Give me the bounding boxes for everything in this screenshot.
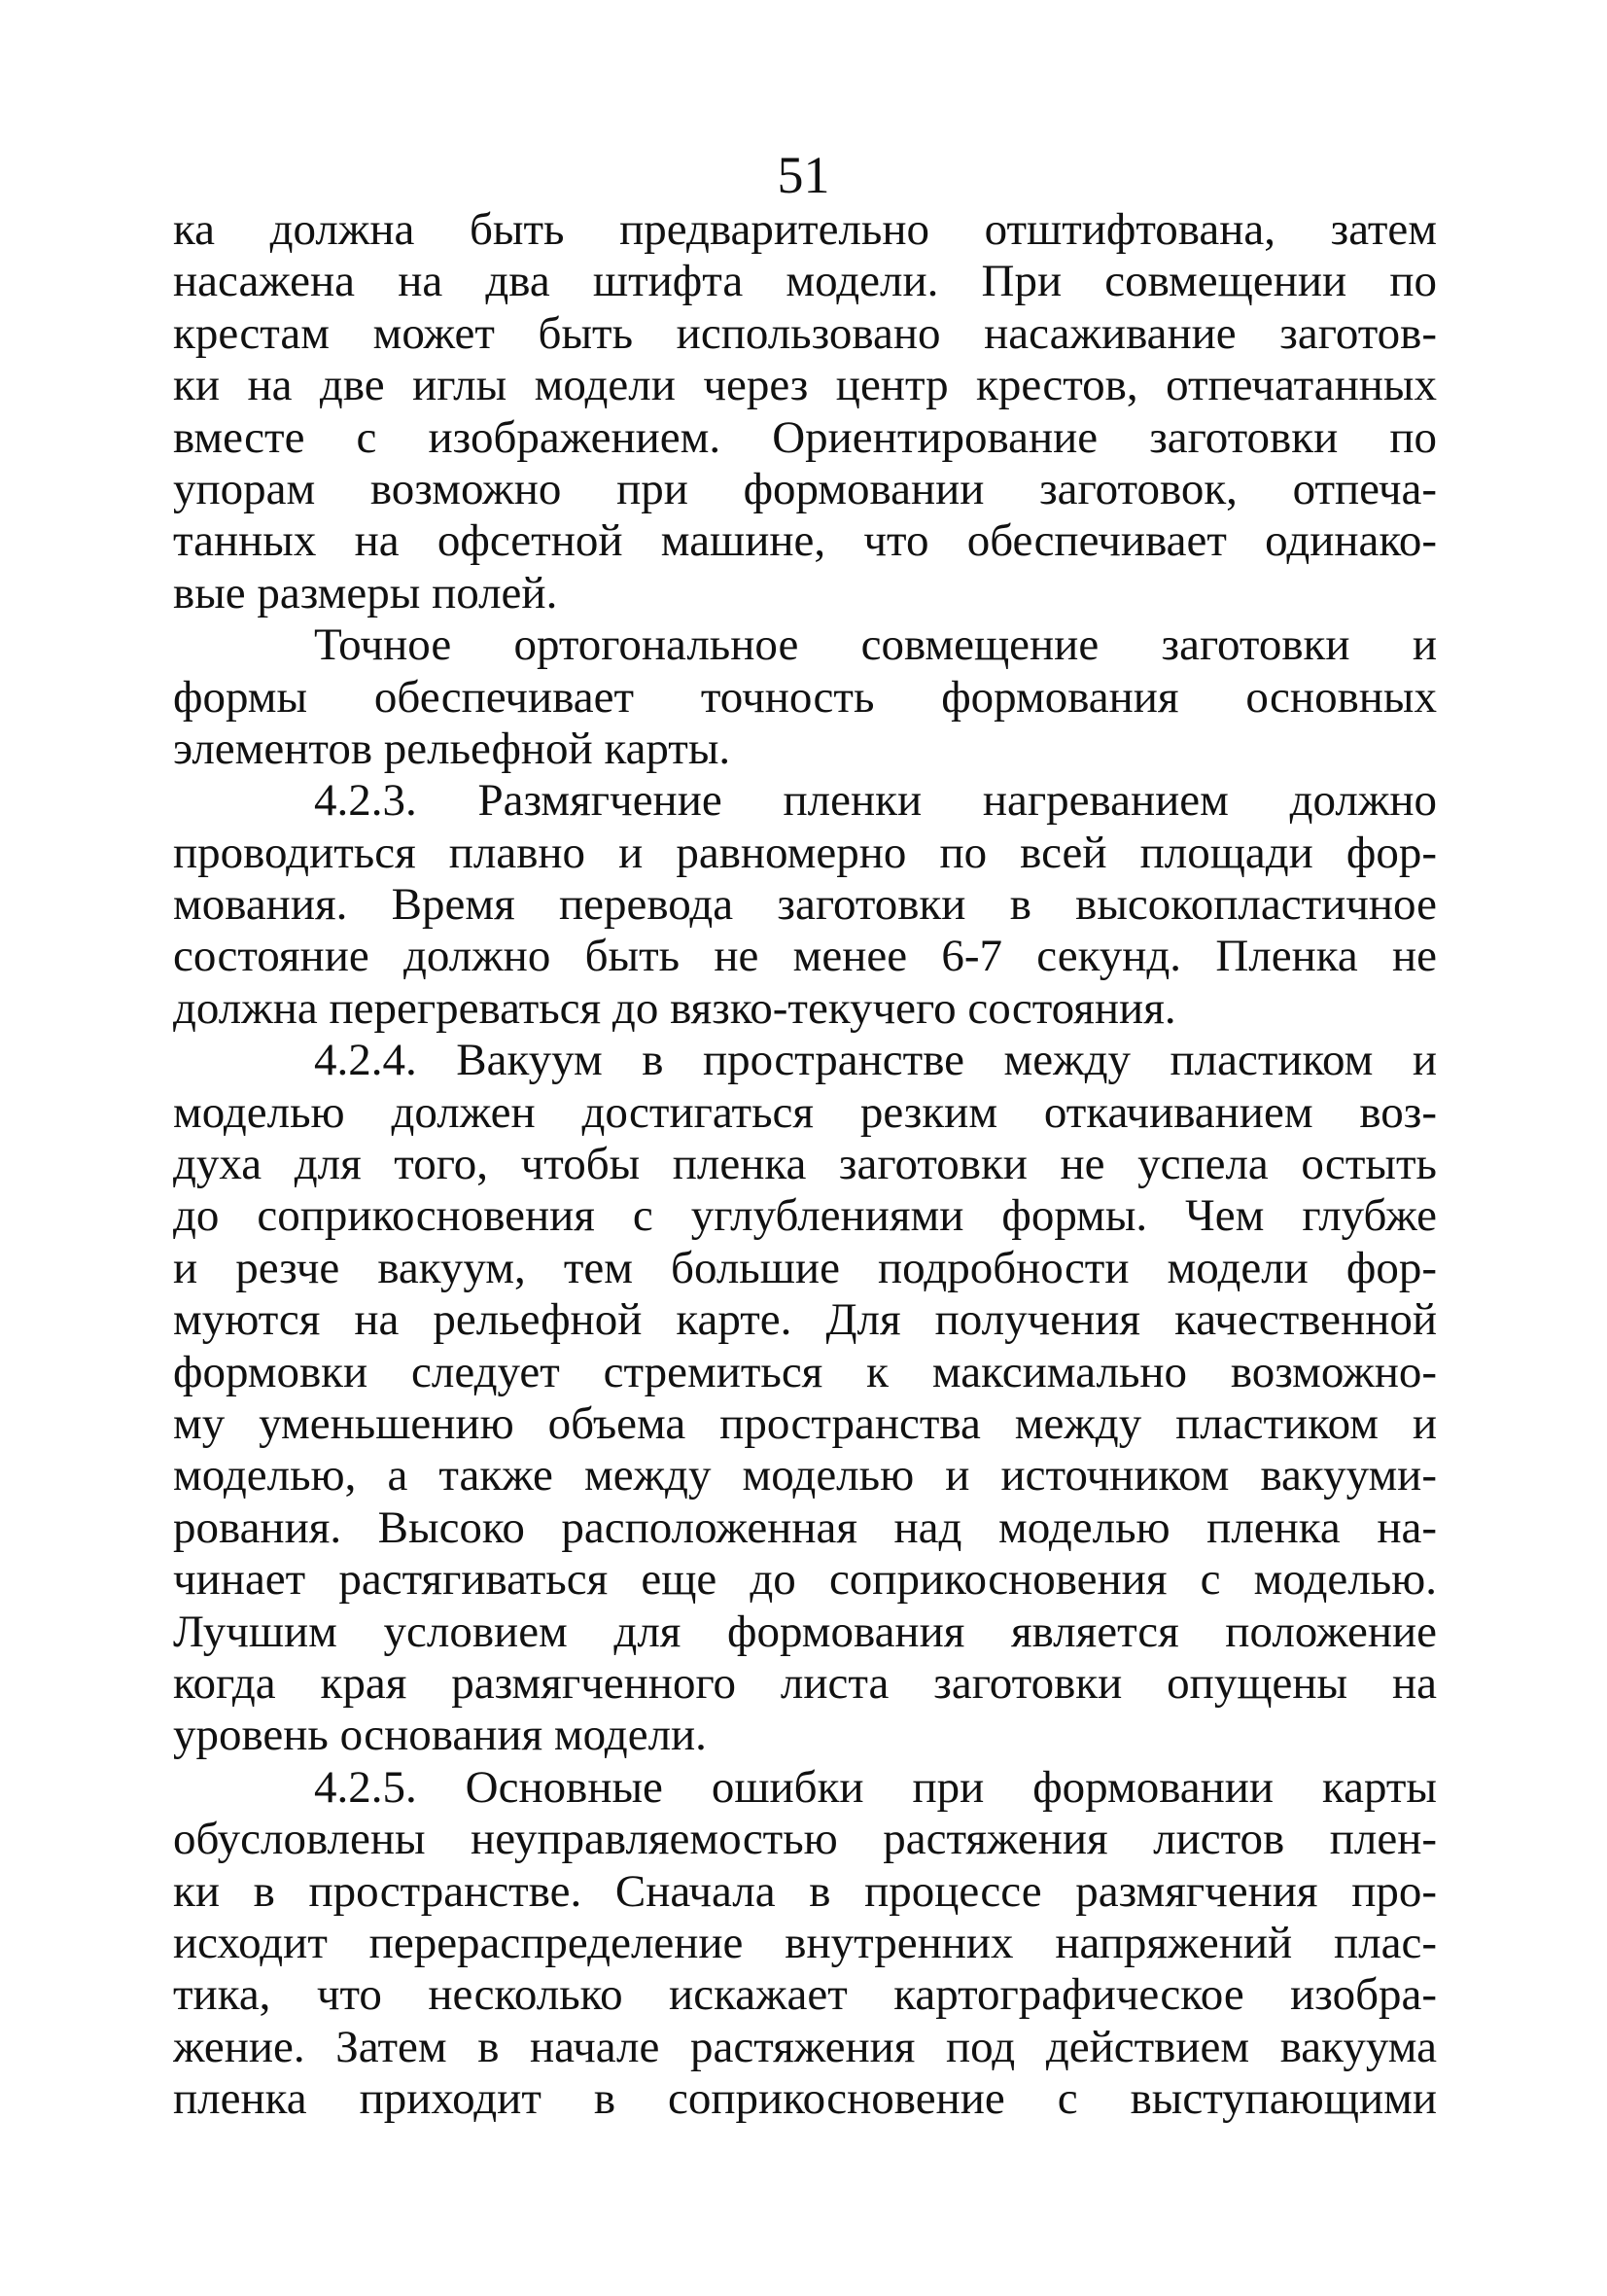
body-text <box>173 204 1437 2125</box>
paragraph-start-line: Точное ортогональное совмещение заготовки и <box>314 619 1437 671</box>
text-line: жение. Затем в начале растяжения под действием вакуума <box>173 2021 1437 2072</box>
text-line: до соприкосновения с углублениями формы. Чем глубже <box>173 1190 1437 1242</box>
text-line: когда края размягченного листа заготовки опущены на <box>173 1657 1437 1709</box>
text-line: упорам возможно при формовании заготовок, отпеча- <box>173 463 1437 514</box>
text-line: ки в пространстве. Сначала в процессе размягчения про- <box>173 1865 1437 1917</box>
text-line: мования. Время перевода заготовки в высокопластичное <box>173 879 1437 931</box>
text-line: и резче вакуум, тем большие подробности модели фор- <box>173 1242 1437 1293</box>
text-line: исходит перераспределение внутренних напряжений плас- <box>173 1917 1437 1968</box>
text-line: ка должна быть предварительно отштифтована, затем <box>173 204 1437 255</box>
text-line: состояние должно быть не менее 6-7 секунд. Пленка не <box>173 931 1437 982</box>
text-line: формовки следует стремиться к максимально возможно- <box>173 1346 1437 1397</box>
text-line: духа для того, чтобы пленка заготовки не успела остыть <box>173 1139 1437 1190</box>
text-line: муются на рельефной карте. Для получения качественной <box>173 1294 1437 1346</box>
text-line: рования. Высоко расположенная над моделью пленка на- <box>173 1501 1437 1553</box>
section-4-2-5-start-line: 4.2.5. Основные ошибки при формовании карты <box>314 1761 1437 1813</box>
text-line: Лучшим условием для формования является положение <box>173 1606 1437 1657</box>
text-line: проводиться плавно и равномерно по всей площади фор- <box>173 827 1437 878</box>
text-line: чинает растягиваться еще до соприкосновения с моделью. <box>173 1554 1437 1606</box>
section-4-2-3-start-line: 4.2.3. Размягчение пленки нагреванием должно <box>314 775 1437 827</box>
text-line: уровень основания модели. <box>173 1710 707 1761</box>
text-line: крестам может быть использовано насаживание заготов- <box>173 307 1437 359</box>
text-line: тика, что несколько искажает картографическое изобра- <box>173 1969 1437 2021</box>
text-line: пленка приходит в соприкосновение с выступающими <box>173 2073 1437 2125</box>
text-line: формы обеспечивает точность формования основных <box>173 671 1437 723</box>
text-line: ки на две иглы модели через центр крестов, отпечатанных <box>173 360 1437 411</box>
text-line: обусловлены неуправляемостью растяжения листов плен- <box>173 1814 1437 1865</box>
text-line: элементов рельефной карты. <box>173 723 731 774</box>
text-line: моделью должен достигаться резким откачиванием воз- <box>173 1086 1437 1138</box>
text-line: вые размеры полей. <box>173 567 558 618</box>
text-line: должна перегреваться до вязко-текучего состояния. <box>173 982 1176 1034</box>
page-number: 51 <box>777 146 830 204</box>
text-line: насажена на два штифта модели. При совмещении по <box>173 256 1437 307</box>
section-4-2-4-start-line: 4.2.4. Вакуум в пространстве между пластиком и <box>314 1035 1437 1086</box>
text-line: му уменьшению объема пространства между пластиком и <box>173 1397 1437 1449</box>
text-line: танных на офсетной машине, что обеспечивает одинако- <box>173 515 1437 567</box>
text-line: моделью, а также между моделью и источником вакууми- <box>173 1450 1437 1501</box>
text-line: вместе с изображением. Ориентирование заготовки по <box>173 411 1437 463</box>
